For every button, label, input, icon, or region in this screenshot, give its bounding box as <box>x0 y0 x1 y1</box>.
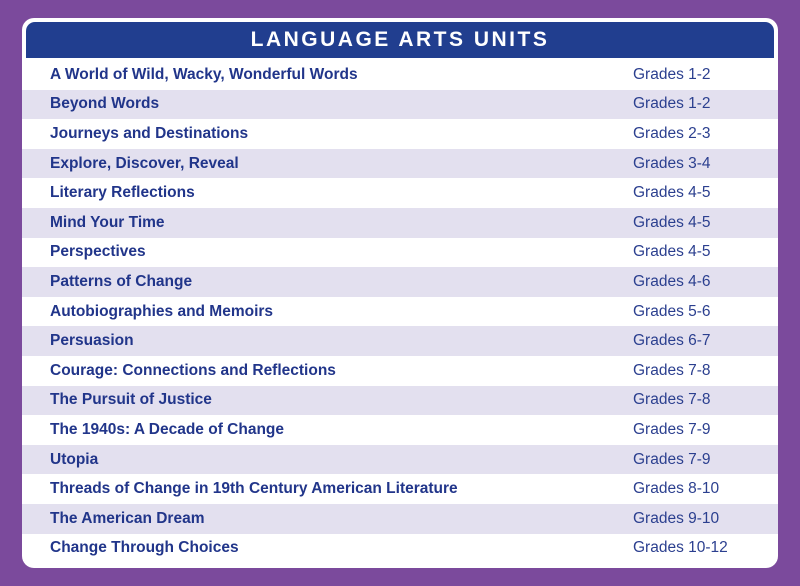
unit-row <box>22 504 778 534</box>
unit-row <box>22 60 778 90</box>
unit-row <box>22 386 778 416</box>
unit-grade-range: Grades 2-3 <box>633 124 711 142</box>
unit-row <box>22 238 778 268</box>
unit-grade-range: Grades 10-12 <box>633 539 728 557</box>
unit-grade-range: Grades 7-8 <box>633 361 711 379</box>
unit-grade-range: Grades 5-6 <box>633 302 711 320</box>
unit-grade-range: Grades 4-6 <box>633 272 711 290</box>
page-title: LANGUAGE ARTS UNITS <box>250 28 550 51</box>
unit-row <box>22 119 778 149</box>
unit-grade-range: Grades 3-4 <box>633 154 711 172</box>
unit-title: Persuasion <box>50 332 134 350</box>
unit-row <box>22 297 778 327</box>
unit-grade-range: Grades 4-5 <box>633 213 711 231</box>
unit-grade-range: Grades 8-10 <box>633 480 720 498</box>
unit-grade-range: Grades 7-9 <box>633 420 711 438</box>
unit-grade-range: Grades 1-2 <box>633 65 711 83</box>
units-card <box>22 18 778 568</box>
unit-title: Perspectives <box>50 243 146 261</box>
unit-grade-range: Grades 1-2 <box>633 95 711 113</box>
unit-title: Mind Your Time <box>50 213 165 231</box>
unit-row <box>22 474 778 504</box>
unit-title: The American Dream <box>50 509 205 527</box>
unit-row <box>22 267 778 297</box>
unit-title: The Pursuit of Justice <box>50 391 212 409</box>
unit-title: The 1940s: A Decade of Change <box>50 420 285 438</box>
unit-row <box>22 149 778 179</box>
unit-title: Courage: Connections and Reflections <box>50 361 336 379</box>
unit-row <box>22 534 778 564</box>
unit-title: A World of Wild, Wacky, Wonderful Words <box>50 65 358 83</box>
unit-grade-range: Grades 4-5 <box>633 243 711 261</box>
unit-row <box>22 208 778 238</box>
unit-row <box>22 445 778 475</box>
unit-row <box>22 415 778 445</box>
unit-title: Journeys and Destinations <box>50 124 249 142</box>
unit-grade-range: Grades 7-9 <box>633 450 711 468</box>
unit-title: Literary Reflections <box>50 184 195 202</box>
unit-title: Explore, Discover, Reveal <box>50 154 239 172</box>
unit-title: Beyond Words <box>50 95 160 113</box>
unit-row <box>22 326 778 356</box>
unit-title: Patterns of Change <box>50 272 193 290</box>
unit-grade-range: Grades 7-8 <box>633 391 711 409</box>
header-bar <box>26 22 774 58</box>
unit-title: Change Through Choices <box>50 539 239 557</box>
unit-grade-range: Grades 9-10 <box>633 509 720 527</box>
unit-row <box>22 90 778 120</box>
unit-title: Threads of Change in 19th Century American Literature <box>50 480 458 498</box>
unit-title: Autobiographies and Memoirs <box>50 302 274 320</box>
units-list <box>22 60 778 563</box>
unit-row <box>22 178 778 208</box>
unit-grade-range: Grades 6-7 <box>633 332 711 350</box>
unit-title: Utopia <box>50 450 99 468</box>
unit-grade-range: Grades 4-5 <box>633 184 711 202</box>
unit-row <box>22 356 778 386</box>
